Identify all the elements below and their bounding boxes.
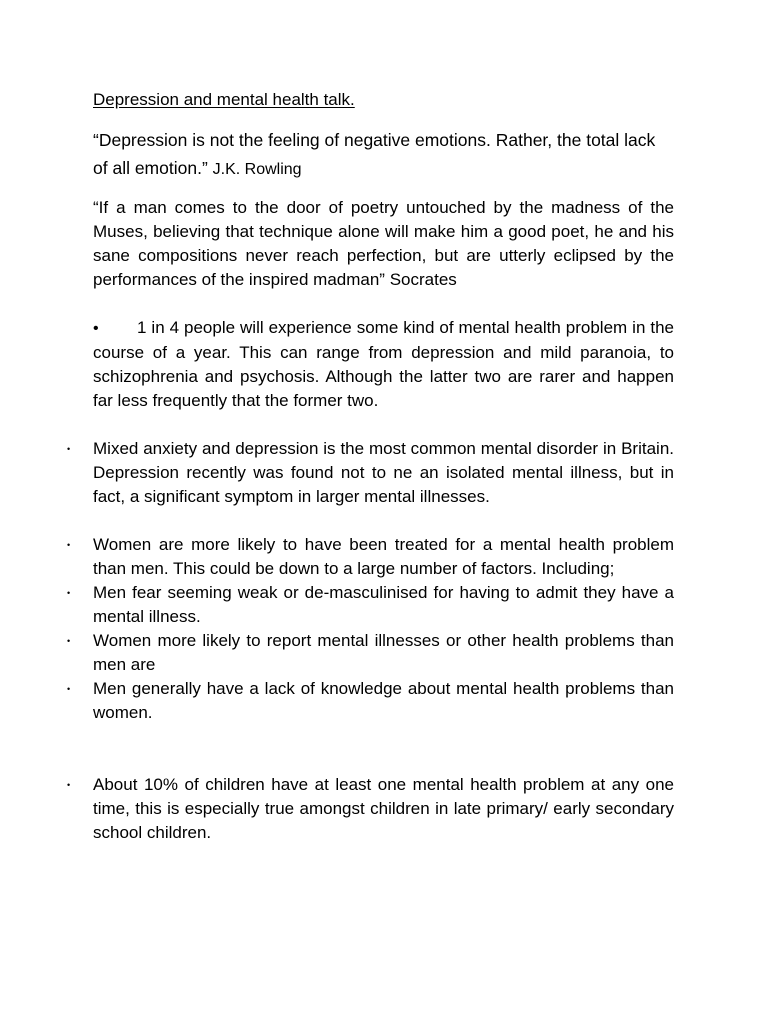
document-body <box>67 88 674 845</box>
bullet-dot-icon: • <box>67 588 71 598</box>
bullet-item-6-text: Men generally have a lack of knowledge about mental health problems than women. <box>93 679 674 722</box>
bullet-item-6 <box>67 677 674 725</box>
quote-rowling <box>93 126 674 184</box>
bullet-dot-icon: • <box>67 636 71 646</box>
bullet-item-7-text: About 10% of children have at least one mental health problem at any one time, this is especially true amongst children in late primary/ early secondary school children. <box>93 775 674 842</box>
bullet-dot-icon: • <box>67 684 71 694</box>
bullet-item-7 <box>67 773 674 845</box>
bullet-item-1-text: 1 in 4 people will experience some kind of mental health problem in the course of a year. This can range from depression and mild paranoia, to schizophrenia and psychosis. Although the latter two are rarer and happen far less frequently that the former two. <box>93 318 674 410</box>
bullet-item-2 <box>67 437 674 509</box>
document-title: Depression and mental health talk. <box>93 90 355 109</box>
bullet-item-5 <box>67 629 674 677</box>
bullet-item-3-text: Women are more likely to have been treated for a mental health problem than men. This could be down to a large number of factors. Including; <box>93 535 674 578</box>
quote-rowling-attribution: J.K. Rowling <box>212 161 302 178</box>
quote-rowling-text: “Depression is not the feeling of negative emotions. Rather, the total lack of all emotion.” <box>93 130 656 178</box>
bullet-item-4 <box>67 581 674 629</box>
bullet-item-3 <box>67 533 674 581</box>
bullet-dot-icon: • <box>93 320 99 337</box>
bullet-list <box>67 437 674 845</box>
bullet-dot-icon: • <box>67 444 71 454</box>
bullet-item-2-text: Mixed anxiety and depression is the most common mental disorder in Britain. Depression recently was found not to ne an isolated mental illness, but in fact, a significant symptom in larger mental illnesses. <box>93 439 674 506</box>
quote-socrates: “If a man comes to the door of poetry untouched by the madness of the Muses, believing that technique alone will make him a good poet, he and his sane compositions never reach perfection, but are utterly eclipsed by the performances of the inspired madman” Socrates <box>93 198 674 289</box>
bullet-item-1 <box>93 316 674 413</box>
bullet-dot-icon: • <box>67 540 71 550</box>
bullet-item-4-text: Men fear seeming weak or de-masculinised for having to admit they have a mental illness. <box>93 583 674 626</box>
bullet-item-5-text: Women more likely to report mental illnesses or other health problems than men are <box>93 631 674 674</box>
bullet-dot-icon: • <box>67 780 71 790</box>
